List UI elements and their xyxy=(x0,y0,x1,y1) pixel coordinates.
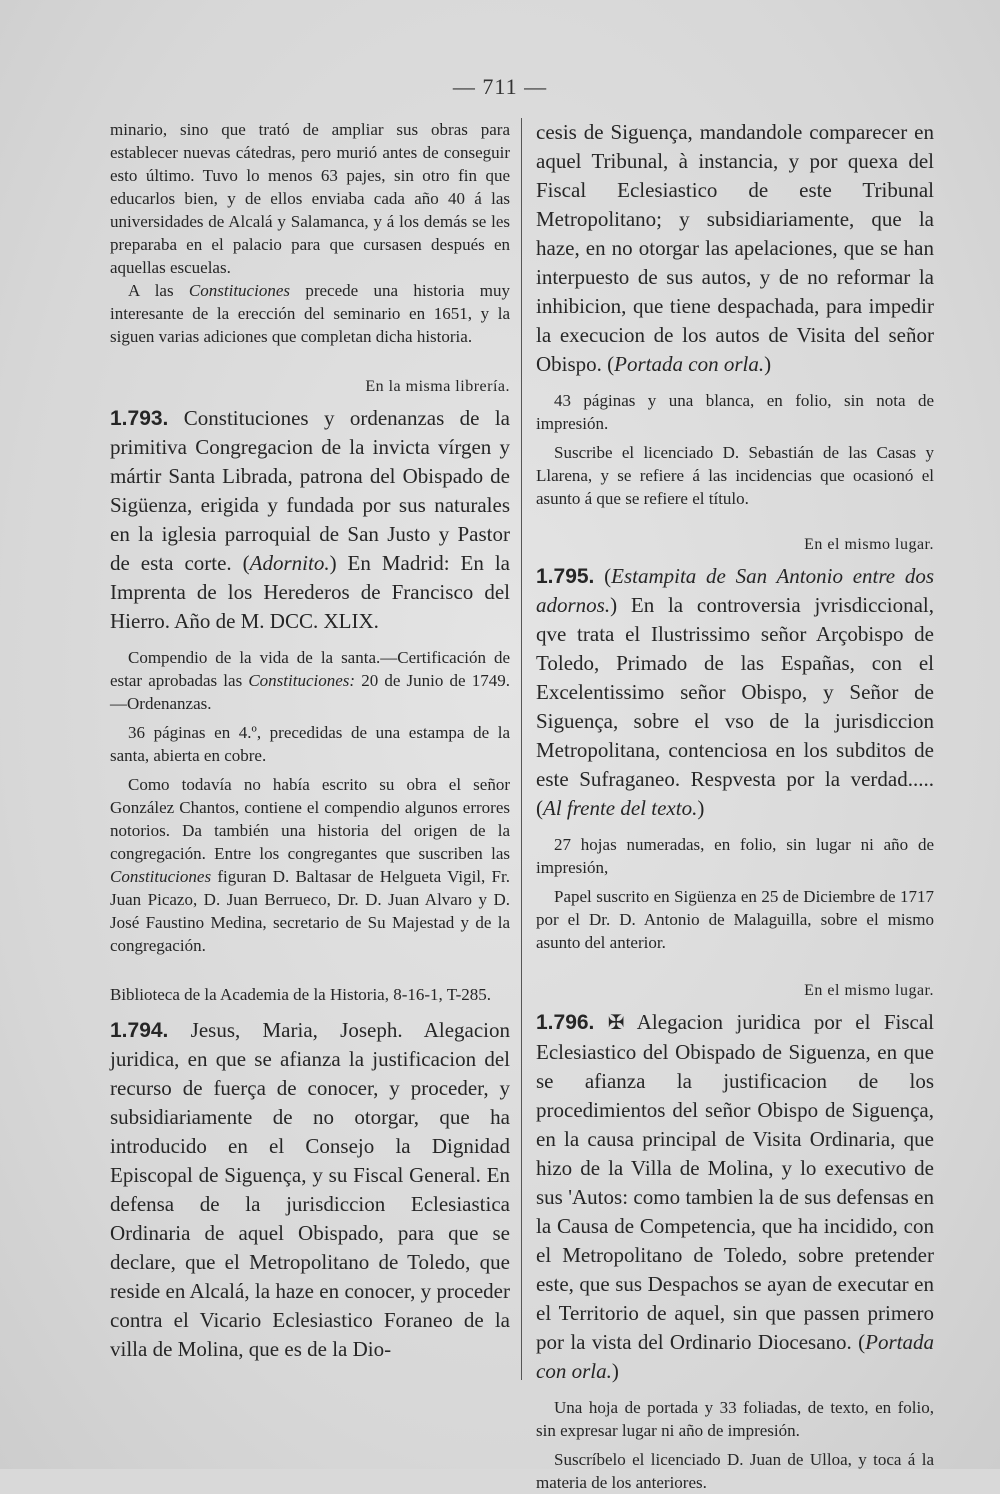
text: ( xyxy=(594,564,612,588)
text: Compendio de la vida de la santa.—Certificación de estar aprobadas las xyxy=(110,648,510,690)
note-1796-portada: Una hoja de portada y 33 foliadas, de texto, en folio, sin expresar lugar ni año de impresión. xyxy=(536,1398,934,1440)
library-note-1794: Biblioteca de la Academia de la Historia, 8-16-1, T-285. xyxy=(110,985,491,1004)
right-column xyxy=(536,118,934,1494)
text: ) xyxy=(697,796,705,820)
entry-1795 xyxy=(536,562,934,823)
note-1794-pages: 43 páginas y una blanca, en folio, sin nota de impresión. xyxy=(536,391,934,433)
italic-portada: Portada con orla. xyxy=(536,1330,934,1383)
entry-1796 xyxy=(536,1008,934,1386)
location-note-1795: En el mismo lugar. xyxy=(804,536,934,553)
note-1793-congregantes xyxy=(110,773,510,957)
italic-constituciones: Constituciones xyxy=(110,867,212,886)
text: ) En Madrid: En la Imprenta de los Herederos de Francisco del Hierro. Año de M. DCC. XLIX. xyxy=(110,551,510,633)
text: 20 de Junio de 1749.—Ordenanzas. xyxy=(110,671,510,713)
column-divider xyxy=(521,118,522,1380)
italic-estampita: Estampita de San Antonio entre dos adornos. xyxy=(536,564,934,617)
text: Alegacion juridica por el Fiscal Eclesiastico del Obispado de Siguenza, en que se afianza la justificacion de los procedimientos del señor Obispo de Siguença, en la causa principal de Visita Ordinaria, que hizo de la Villa de Molina, y lo executivo de sus 'Autos: como tambien la de sus defensas en la Causa de Competencia, que ha incidido, con el Metropolitano de Toledo, sobre pretender este, que sus Despachos se ayan de executar en el Territorio de aquel, sin que passen primero por la vista del Ordinario Diocesano. ( xyxy=(536,1010,934,1354)
text: Constituciones y ordenanzas de la primitiva Congregacion de la invicta vírgen y mártir Santa Librada, patrona del Obispado de Sigüenza, erigida y fundada por sus naturales en la iglesia parroquial de San Justo y Pastor de esta corte. ( xyxy=(110,406,510,575)
note-1794-suscribe: Suscribe el licenciado D. Sebastián de las Casas y Llarena, y se refiere á las incidencias que ocasionó el asunto á que se refiere el título. xyxy=(536,443,934,508)
entry-1794 xyxy=(110,1016,510,1364)
text: A las xyxy=(128,281,189,300)
text: cesis de Siguença, mandandole comparecer en aquel Tribunal, à instancia, y por quexa del Fiscal Eclesiastico de este Tribunal Metropolitano; y subsidiariamente, que la haze, en no otorgar las apelaciones, que se han interpuesto de sus autos, y de no reformar la inhibicion, que tiene despachada, para impedir la execucion de los autos de Visita del señor Obispo. ( xyxy=(536,120,934,376)
note-1795-hojas: 27 hojas numeradas, en folio, sin lugar ni año de impresión, xyxy=(536,835,934,877)
text: Jesus, Maria, Joseph. Alegacion juridica, en que se afianza la justificacion del recurso de fuerça de conocer, y proceder, y subsidiariamente de no otorgar, que ha introducido en el Consejo la Dignidad Episcopal de Siguença, y su Fiscal General. En defensa de la jurisdiccion Eclesiastica Ordinaria de aquel Obispado, para que se declare, que el Metropolitano de Toledo, que reside en Alcalá, la haze en conocer, y proceder contra el Vicario Eclesiastico Foraneo de la villa de Molina, que es de la Dio- xyxy=(110,1018,510,1361)
cross-icon: ✠ xyxy=(607,1012,625,1034)
italic-portada: Portada con orla. xyxy=(614,352,765,376)
italic-constituciones: Constituciones: xyxy=(248,671,356,690)
entry-number-1795: 1.795. xyxy=(536,565,595,588)
entry-number-1793: 1.793. xyxy=(110,407,169,430)
page-number: — 711 — xyxy=(452,74,548,99)
text: ) xyxy=(611,1359,619,1383)
text: Como todavía no había escrito su obra el señor González Chantos, contiene el compendio algunos errores notorios. Da también una historia del origen de la congregación. Entre los congregantes que suscriben las xyxy=(110,775,510,863)
note-1796-suscribelo: Suscríbelo el licenciado D. Juan de Ulloa, y toca á la materia de los anteriores. xyxy=(536,1450,934,1492)
note-1793-compendio xyxy=(110,646,510,715)
paragraph-seminary: minario, sino que trató de ampliar sus obras para establecer nuevas cátedras, pero murió antes de conseguir esto último. Tuvo lo menos 63 pajes, sin otro fin que educarlos bien, y de ellos enviaba cada año 40 á las universidades de Alcalá y Salamanca, y á los demás se les preparaba en el palacio para que cursasen después en aquellas escuelas. xyxy=(110,120,510,277)
text: precede una historia muy interesante de la erección del seminario en 1651, y la siguen varias adiciones que completan dicha historia. xyxy=(110,281,510,346)
italic-title: Constituciones xyxy=(188,281,290,300)
note-1795-papel: Papel suscrito en Sigüenza en 25 de Diciembre de 1717 por el Dr. D. Antonio de Malaguilla, sobre el mismo asunto del anterior. xyxy=(536,887,934,952)
entry-1794-continued xyxy=(536,118,934,379)
italic-adornito: Adornito. xyxy=(249,551,330,575)
entry-1793 xyxy=(110,404,510,636)
location-note-1793: En la misma librería. xyxy=(365,378,510,395)
location-note-1796: En el mismo lugar. xyxy=(804,982,934,999)
note-1793-pages: 36 páginas en 4.º, precedidas de una estampa de la santa, abierta en cobre. xyxy=(110,723,510,765)
entry-number-1796: 1.796. xyxy=(536,1011,595,1034)
text: figuran D. Baltasar de Helgueta Vigil, Fr. Juan Picazo, D. Juan Berrueco, Dr. D. Juan Alvaro y D. José Faustino Medina, secretario de Su Majestad y de la congregación. xyxy=(110,867,510,955)
text: ) xyxy=(764,352,772,376)
entry-number-1794: 1.794. xyxy=(110,1019,169,1042)
italic-al-frente: Al frente del texto. xyxy=(543,796,698,820)
text: ) En la controversia jvrisdiccional, qve trata el Ilustrissimo señor Arçobispo de Toledo, Primado de las Españas, con el Excelentissimo señor Obispo, y Señor de Siguença, sobre el vso de la jurisdiccion Metropolitana, contenciosa en los subditos de este Sufraganeo. Respvesta por la verdad..... ( xyxy=(536,593,934,820)
left-column xyxy=(110,118,510,1364)
paragraph-constituciones-history xyxy=(110,279,510,348)
